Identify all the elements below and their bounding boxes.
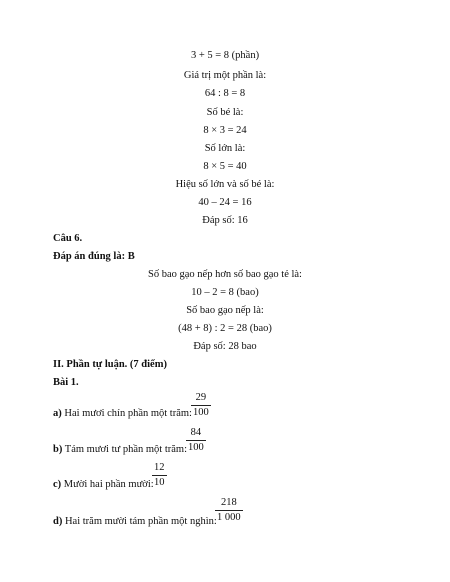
q6-calc2: (48 + 8) : 2 = 28 (bao) — [178, 323, 272, 334]
item-a-denominator: 100 — [193, 407, 209, 418]
item-d-fraction-bar — [215, 510, 243, 511]
item-d-letter: d) — [53, 516, 63, 527]
q5-small-calc: 8 × 3 = 24 — [203, 125, 247, 136]
q5-large-label: Số lớn là: — [204, 143, 246, 154]
item-d-numerator: 218 — [220, 497, 237, 508]
q5-answer: Đáp số: 16 — [202, 215, 248, 226]
q6-line2: Số bao gạo nếp là: — [186, 305, 264, 316]
q6-line1: Số bao gạo nếp hơn số bao gạo tẻ là: — [148, 269, 302, 280]
item-b-letter: b) — [53, 444, 63, 455]
item-b-text: Tám mươi tư phần một trăm: — [62, 444, 187, 455]
item-a-fraction-bar — [191, 405, 211, 406]
q5-diff-calc: 40 – 24 = 16 — [198, 197, 252, 208]
item-c-denominator: 10 — [154, 477, 165, 488]
q5-one-part-label: Giá trị một phần là: — [183, 70, 267, 81]
item-a-fraction — [191, 392, 211, 419]
q5-diff-label: Hiệu số lớn và số bé là: — [175, 179, 275, 190]
item-b-line — [53, 443, 187, 457]
item-a-numerator: 29 — [195, 392, 207, 403]
item-c-fraction — [152, 462, 167, 489]
item-a-text: Hai mươi chín phần một trăm: — [61, 408, 192, 419]
item-b-denominator: 100 — [188, 442, 204, 453]
item-c-fraction-bar — [152, 475, 167, 476]
q6-heading: Câu 6. — [53, 233, 83, 244]
q5-one-part-calc: 64 : 8 = 8 — [204, 88, 246, 99]
item-b-fraction-bar — [186, 440, 206, 441]
item-c-letter: c) — [53, 479, 62, 490]
q6-answer-line: Đáp án đúng là: B — [53, 251, 135, 262]
item-d-denominator: 1 000 — [217, 512, 241, 523]
item-a-line — [53, 407, 192, 421]
q5-parts-calc: 3 + 5 = 8 (phần) — [190, 50, 260, 61]
bai1-heading: Bài 1. — [53, 377, 79, 388]
item-c-line — [53, 478, 154, 492]
item-d-line — [53, 515, 217, 529]
section2-heading: II. Phần tự luận. (7 điểm) — [53, 359, 167, 370]
item-c-text: Mười hai phần mười: — [61, 479, 154, 490]
q5-small-label: Số bé là: — [206, 107, 244, 118]
item-a-letter: a) — [53, 408, 62, 419]
item-b-numerator: 84 — [190, 427, 202, 438]
item-d-fraction — [215, 497, 243, 524]
item-d-text: Hai trăm mười tám phần một nghìn: — [62, 516, 217, 527]
q6-answer: Đáp số: 28 bao — [193, 341, 257, 352]
item-b-fraction — [186, 427, 206, 454]
q6-calc1: 10 – 2 = 8 (bao) — [191, 287, 259, 298]
item-c-numerator: 12 — [154, 462, 165, 473]
q5-large-calc: 8 × 5 = 40 — [203, 161, 247, 172]
